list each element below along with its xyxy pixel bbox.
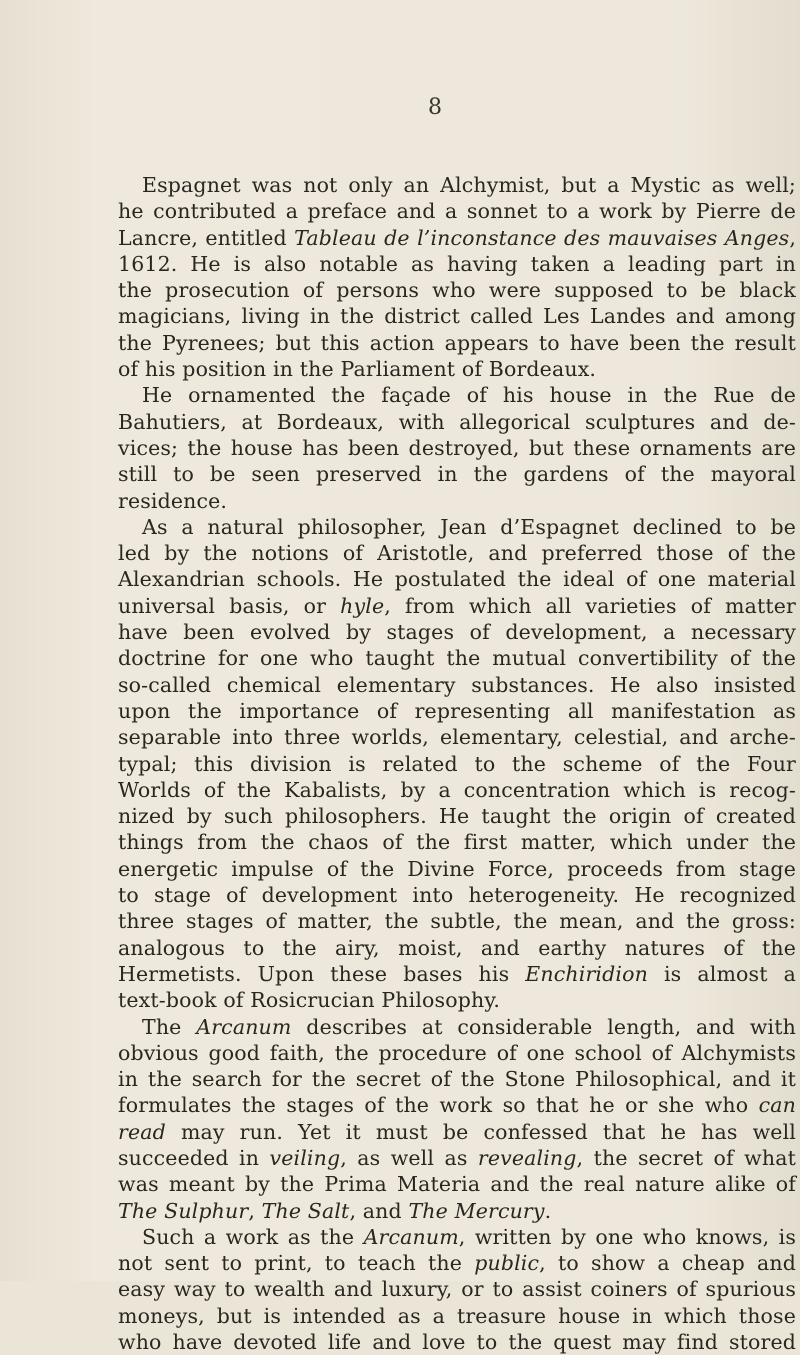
- text-line: [118, 1171, 796, 1197]
- text-line: [118, 1040, 796, 1066]
- text-span: doctrine for one who taught the mutual convertibility of the: [118, 646, 796, 671]
- text-line: [118, 672, 796, 698]
- text-span: who have devoted life and love to the quest may find stored: [118, 1330, 796, 1355]
- italic-text: Tableau de l’inconstance des mauvaises Anges: [294, 225, 790, 250]
- text-line: [118, 1250, 796, 1276]
- text-span: energetic impulse of the Divine Force, proceeds from stage: [118, 856, 796, 881]
- text-span: Bahutiers, at Bordeaux, with allegorical sculptures and de-: [118, 409, 796, 434]
- text-line: [118, 461, 796, 487]
- text-span: in the search for the secret of the Stone Philosophical, and it: [118, 1067, 796, 1092]
- text-line: [118, 540, 796, 566]
- text-line: [118, 566, 796, 592]
- text-span: describes at considerable length, and with: [291, 1014, 797, 1039]
- text-span: separable into three worlds, elementary, celestial, and arche-: [118, 725, 796, 750]
- text-span: ,: [248, 1198, 262, 1223]
- text-line: [118, 829, 796, 855]
- text-span: 1612. He is also notable as having taken a leading part in: [118, 251, 796, 276]
- text-line: [118, 382, 796, 408]
- text-span: easy way to wealth and luxury, or to assist coiners of spurious: [118, 1277, 796, 1302]
- text-span: Such a work as the: [142, 1224, 364, 1249]
- text-span: magicians, living in the district called Les Landes and among: [118, 304, 796, 329]
- text-line: [118, 198, 796, 224]
- text-span: He ornamented the façade of his house in the Rue de: [142, 383, 796, 408]
- text-span: ,: [789, 225, 796, 250]
- text-line: [118, 1066, 796, 1092]
- italic-text: The Sulphur: [118, 1198, 249, 1223]
- text-span: , the secret of what: [576, 1145, 796, 1170]
- text-span: Lancre, entitled: [118, 225, 295, 250]
- text-line: [118, 225, 796, 251]
- text-line: [118, 356, 796, 382]
- text-span: The: [142, 1014, 197, 1039]
- text-span: led by the notions of Aristotle, and preferred those of the: [118, 541, 796, 566]
- text-line: [118, 251, 796, 277]
- text-line: [118, 803, 796, 829]
- text-span: universal basis, or: [118, 593, 341, 618]
- text-span: nized by such philosophers. He taught the origin of created: [118, 804, 796, 829]
- text-span: , as well as: [340, 1145, 478, 1170]
- text-span: have been evolved by stages of development, a necessary: [118, 620, 796, 645]
- italic-text: read: [118, 1119, 166, 1144]
- text-line: [118, 1198, 796, 1224]
- text-line: [118, 593, 796, 619]
- text-line: [118, 751, 796, 777]
- text-line: [118, 303, 796, 329]
- text-span: the Pyrenees; but this action appears to have been the result: [118, 330, 796, 355]
- text-line: [118, 935, 796, 961]
- italic-text: veiling: [269, 1145, 341, 1170]
- text-line: [118, 882, 796, 908]
- italic-text: public: [474, 1251, 540, 1276]
- text-span: obvious good faith, the procedure of one school of Alchymists: [118, 1040, 796, 1065]
- text-line: [118, 1224, 796, 1250]
- text-span: As a natural philosopher, Jean d’Espagnet declined to be: [142, 514, 796, 539]
- text-line: [118, 172, 796, 198]
- text-span: residence.: [118, 488, 228, 513]
- text-span: still to be seen preserved in the gardens of the mayoral: [118, 462, 796, 487]
- text-span: is almost a: [647, 961, 796, 986]
- text-span: may run. Yet it must be confessed that he has well: [165, 1119, 796, 1144]
- text-span: of his position in the Parliament of Bordeaux.: [118, 357, 597, 382]
- text-span: .: [544, 1198, 552, 1223]
- text-line: [118, 1303, 796, 1329]
- text-span: so-called chemical elementary substances. He also insisted: [118, 672, 796, 697]
- text-span: he contributed a preface and a sonnet to a work by Pierre de: [118, 199, 796, 224]
- text-span: , and: [349, 1198, 409, 1223]
- text-span: to stage of development into heterogeneity. He recognized: [118, 883, 796, 908]
- text-span: moneys, but is intended as a treasure house in which those: [118, 1303, 796, 1328]
- italic-text: hyle: [340, 593, 385, 618]
- text-span: , to show a cheap and: [539, 1251, 796, 1276]
- italic-text: Enchiridion: [525, 961, 648, 986]
- text-line: [118, 1276, 796, 1302]
- text-span: Espagnet was not only an Alchymist, but a Mystic as well;: [142, 173, 796, 197]
- text-span: , written by one who knows, is: [458, 1224, 796, 1249]
- page-number: 8: [428, 95, 442, 120]
- text-span: the prosecution of persons who were supposed to be black: [118, 278, 796, 303]
- text-line: [118, 698, 796, 724]
- text-line: [118, 987, 796, 1013]
- text-span: formulates the stages of the work so that he or she who: [118, 1093, 759, 1118]
- italic-text: can: [758, 1093, 796, 1118]
- text-span: Alexandrian schools. He postulated the ideal of one material: [118, 567, 796, 592]
- text-line: [118, 1145, 796, 1171]
- text-span: text-book of Rosicrucian Philosophy.: [118, 988, 501, 1013]
- text-span: was meant by the Prima Materia and the real nature alike of: [118, 1172, 796, 1197]
- body-text: [118, 172, 796, 1355]
- text-span: Worlds of the Kabalists, by a concentration which is recog-: [118, 777, 796, 802]
- text-span: succeeded in: [118, 1145, 270, 1170]
- italic-text: Arcanum: [196, 1014, 292, 1039]
- text-line: [118, 330, 796, 356]
- text-line: [118, 488, 796, 514]
- text-line: [118, 277, 796, 303]
- text-span: , from which all varieties of matter: [384, 593, 796, 618]
- text-line: [118, 724, 796, 750]
- text-line: [118, 435, 796, 461]
- text-span: analogous to the airy, moist, and earthy natures of the: [118, 935, 796, 960]
- italic-text: revealing: [477, 1145, 577, 1170]
- text-line: [118, 619, 796, 645]
- text-span: typal; this division is related to the scheme of the Four: [118, 751, 796, 776]
- text-span: Hermetists. Upon these bases his: [118, 961, 526, 986]
- text-span: three stages of matter, the subtle, the mean, and the gross:: [118, 909, 796, 934]
- text-span: not sent to print, to teach the: [118, 1251, 475, 1276]
- text-line: [118, 777, 796, 803]
- text-line: [118, 1119, 796, 1145]
- text-line: [118, 1329, 796, 1355]
- text-line: [118, 961, 796, 987]
- text-line: [118, 1014, 796, 1040]
- text-line: [118, 1092, 796, 1118]
- text-line: [118, 908, 796, 934]
- text-span: vices; the house has been destroyed, but these ornaments are: [118, 435, 796, 460]
- italic-text: The Mercury: [408, 1198, 545, 1223]
- text-line: [118, 856, 796, 882]
- text-span: upon the importance of representing all manifestation as: [118, 698, 796, 723]
- text-line: [118, 409, 796, 435]
- text-span: things from the chaos of the first matter, which under the: [118, 830, 796, 855]
- text-line: [118, 514, 796, 540]
- text-line: [118, 645, 796, 671]
- italic-text: Arcanum: [363, 1224, 459, 1249]
- italic-text: The Salt: [261, 1198, 350, 1223]
